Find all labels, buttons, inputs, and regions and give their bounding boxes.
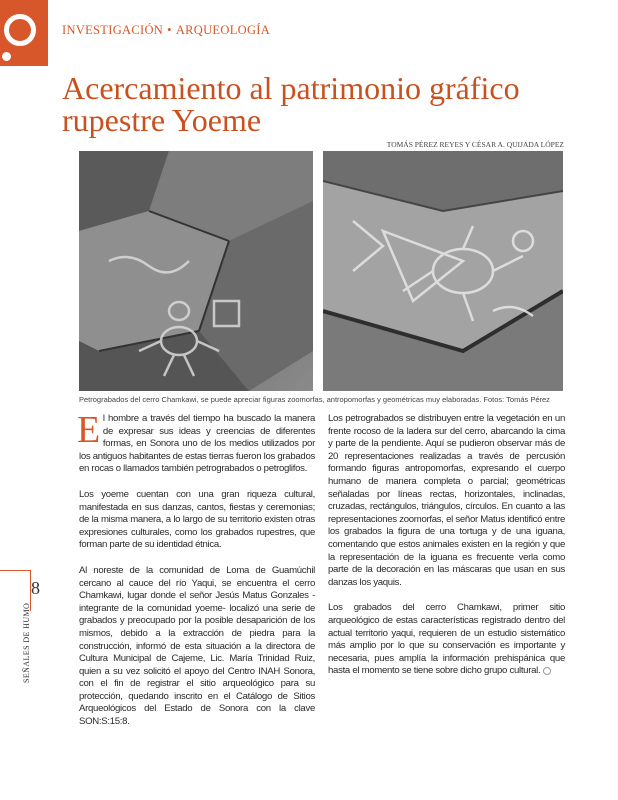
- paragraph-text: l hombre a través del tiempo ha buscado la manera de expresar sus ideas y creencias de diferentes formas, en Sonora uno de los medios utilizados por los antiguos habitantes de estas tierras fueron los grabados en rocas o llamados también petrograbados o petroglifos.: [79, 413, 315, 475]
- paragraph: Los petrograbados se distribuyen entre la vegetación en un frente rocoso de la ladera sur del cerro, abarcando la cima y parte de la pendiente. Aquí se pudieron observar más de 20 representaciones realizadas a través de percusión formando figuras antropomorfas, expresando el cuerpo humano de manera completa o parcial; geométricas señaladas por líneas rectas, horizontales, inclinadas, cruzadas, rectángulos, triángulos, círculos. En cuanto a las representaciones zoomorfas, el señor Matus identificó entre los grabados la figura de una tortuga y de una iguana, comentando que estos animales existen en la región y que la representación de la iguana es frecuente verla como parte de la decoración en las máscaras que usan en sus danzas los yaquis.: [328, 413, 565, 588]
- logo-ring-icon: [4, 14, 36, 46]
- paragraph: [77, 409, 315, 476]
- running-title: SEÑALES DE HUMO: [22, 602, 31, 683]
- article-column-right: [328, 413, 565, 691]
- subsection-label: ARQUEOLOGÍA: [175, 23, 271, 37]
- page-number: 8: [31, 578, 40, 598]
- article-authors: TOMÁS PÉREZ REYES Y CÉSAR A. QUIJADA LÓPEZ: [386, 140, 564, 149]
- article-column-left: [77, 409, 315, 742]
- paragraph: Al noreste de la comunidad de Loma de Guamúchil cercano al cauce del río Yaqui, se encuentra el cerro Chamkawi, lugar donde el señor Jesús Matus Gonzales - integrante de la comunidad yoeme- localizó una serie de grabados y preocupado por la posible desaparición de los mismos, debido a la extracción de piedra para la construcción, informó de esta situación a la directora de Cultura Municipal de Cajeme, Lic. María Trinidad Ruiz, quien a su vez solicitó el apoyo del Centro INAH Sonora, con el fin de registrar el sitio arqueológico para su protección, quedando inscrito en el Catálogo de Sitios Arqueológicos del Estado de Sonora con la clave SON:S:15:8.: [79, 564, 315, 728]
- article-title: Acercamiento al patrimonio gráfico rupestre Yoeme: [62, 70, 520, 138]
- end-of-article-icon: [543, 667, 551, 675]
- photo-caption: Petrograbados del cerro Chamkawi, se puede apreciar figuras zoomorfas, antropomorfas y geométricas muy elaboradas. Fotos: Tomás Pérez: [79, 395, 550, 404]
- drop-cap: E: [77, 409, 100, 451]
- petroglyph-photo-left: [79, 151, 313, 391]
- paragraph-text: Los grabados del cerro Chamkawi, primer sitio arqueológico de estas características registrado dentro del actual territorio yaqui, requieren de un estudio sistemático más amplio por lo que su conservación es importante y necesaria, pues amplía la información prehispánica que hasta el momento se tiene sobre dicho grupo cultural.: [328, 602, 565, 677]
- section-separator: •: [167, 23, 172, 37]
- section-label: INVESTIGACIÓN: [62, 23, 164, 37]
- paragraph: Los yoeme cuentan con una gran riqueza cultural, manifestada en sus danzas, cantos, fiestas y ceremonias; de la misma manera, a lo largo de su territorio existen otras expresiones culturales, como los grabados rupestres, que forman parte de su identidad étnica.: [79, 488, 315, 551]
- section-corner-logo: [0, 0, 48, 66]
- section-header: [62, 23, 270, 38]
- paragraph: [328, 602, 565, 678]
- petroglyph-photo-right: [323, 151, 563, 391]
- logo-dot-icon: [2, 52, 11, 61]
